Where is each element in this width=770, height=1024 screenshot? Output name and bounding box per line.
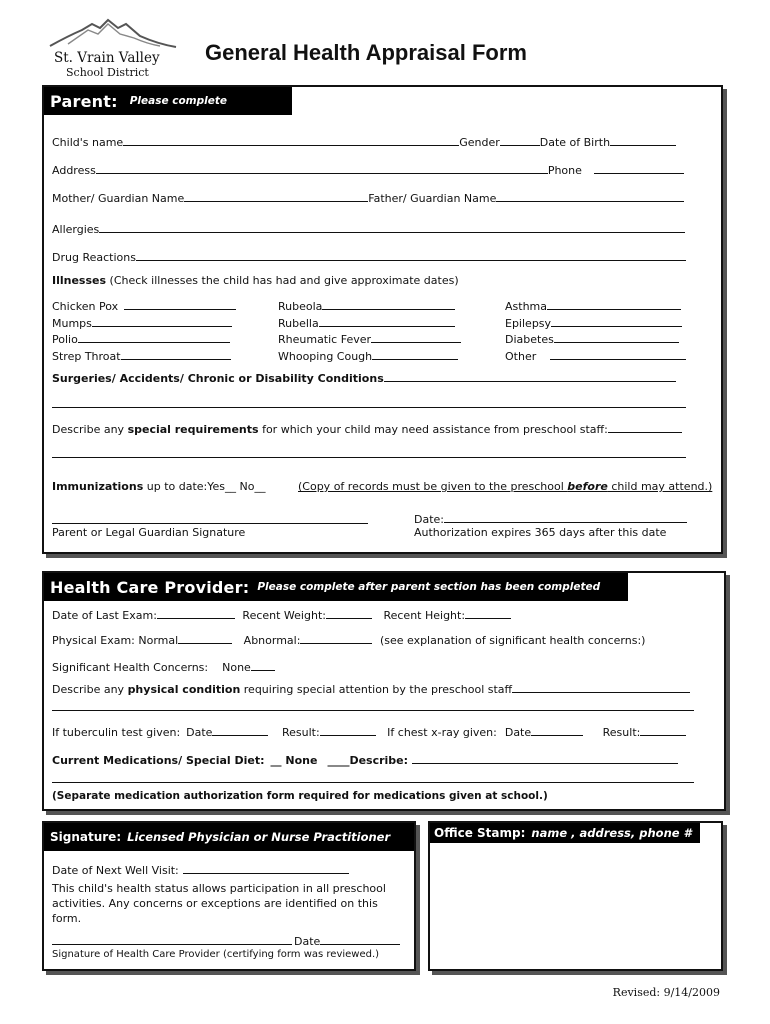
physical-condition-line-2[interactable]	[52, 710, 694, 711]
provider-date-field[interactable]	[320, 933, 400, 945]
rubeola-field[interactable]	[322, 298, 455, 310]
normal-field[interactable]	[178, 632, 232, 644]
last-exam-field[interactable]	[157, 607, 235, 619]
illness-column-2: Rubeola Rubella Rheumatic Fever Whooping Cough	[278, 298, 461, 364]
abnormal-field[interactable]	[300, 632, 372, 644]
logo-subname: School District	[66, 66, 149, 79]
exam-row: Date of Last Exam: Recent Weight: Recent Height:	[52, 607, 511, 623]
parent-signature-label: Parent or Legal Guardian Signature	[52, 526, 246, 539]
mother-name-field[interactable]	[184, 190, 368, 202]
immunizations-row: Immunizations up to date:Yes__ No__	[52, 480, 266, 493]
child-name-field[interactable]	[123, 134, 459, 146]
provider-signature-field[interactable]	[52, 933, 292, 945]
district-logo	[48, 14, 178, 80]
epilepsy-field[interactable]	[551, 315, 682, 327]
next-visit-field[interactable]	[183, 862, 349, 874]
xray-result-field[interactable]	[640, 724, 686, 736]
stamp-tab-title: Office Stamp:	[434, 826, 526, 840]
whooping-cough-field[interactable]	[372, 348, 458, 360]
illness-column-1: Chicken Pox Mumps Polio Strep Throat	[52, 298, 236, 364]
revised-date: Revised: 9/14/2009	[612, 986, 720, 999]
medications-row: Current Medications/ Special Diet: __ None ____Describe:	[52, 752, 678, 768]
signature-section-tab	[44, 823, 414, 851]
provider-sig-row: Date	[52, 933, 400, 949]
allergies-field[interactable]	[99, 221, 685, 233]
strep-throat-field[interactable]	[121, 348, 231, 360]
health-status-text: This child's health status allows participation in all preschool activities. Any concerns or exceptions are identified on this form.	[52, 882, 386, 925]
rheumatic-fever-field[interactable]	[371, 331, 461, 343]
page-title: General Health Appraisal Form	[205, 40, 527, 65]
provider-tab-sub: Please complete after parent section has been completed	[257, 581, 601, 593]
chicken-pox-field[interactable]	[124, 298, 236, 310]
physical-condition-field[interactable]	[512, 681, 690, 693]
none-concerns-field[interactable]	[251, 659, 275, 671]
office-stamp-area[interactable]	[432, 845, 720, 967]
parent-tab-sub: Please complete	[129, 95, 227, 107]
physical-exam-row: Physical Exam: Normal Abnormal: (see explanation of significant health concerns:)	[52, 634, 646, 647]
mountain-logo-icon	[48, 14, 178, 54]
significant-concerns-row: Significant Health Concerns: None	[52, 659, 275, 675]
phone-field[interactable]	[594, 162, 684, 174]
parent-signature-line[interactable]	[52, 523, 368, 524]
special-requirements-field[interactable]	[608, 421, 682, 433]
medications-field[interactable]	[412, 752, 678, 764]
address-row: Address Phone	[52, 162, 684, 178]
drug-reactions-field[interactable]	[136, 249, 686, 261]
tb-date-field[interactable]	[212, 724, 268, 736]
address-field[interactable]	[96, 162, 548, 174]
father-name-field[interactable]	[496, 190, 684, 202]
medications-line-2[interactable]	[52, 782, 694, 783]
special-requirements-row: Describe any special requirements for which your child may need assistance from preschool staff:	[52, 421, 682, 437]
illnesses-heading: Illnesses (Check illnesses the child has had and give approximate dates)	[52, 274, 459, 287]
dob-field[interactable]	[610, 134, 676, 146]
surgeries-line-2[interactable]	[52, 407, 686, 408]
records-note: (Copy of records must be given to the preschool before child may attend.)	[298, 480, 713, 493]
guardian-row: Mother/ Guardian Name Father/ Guardian Name	[52, 190, 684, 206]
parent-date-field[interactable]	[444, 511, 687, 523]
stamp-tab-sub: name , address, phone #	[531, 826, 692, 840]
polio-field[interactable]	[78, 331, 230, 343]
signature-tab-sub: Licensed Physician or Nurse Practitioner	[127, 830, 391, 844]
physical-condition-row: Describe any physical condition requiring special attention by the preschool staff	[52, 681, 690, 697]
other-illness-field[interactable]	[550, 348, 686, 360]
rubella-field[interactable]	[319, 315, 455, 327]
allergies-row: Allergies	[52, 221, 685, 237]
tb-result-field[interactable]	[320, 724, 376, 736]
surgeries-row: Surgeries/ Accidents/ Chronic or Disability Conditions	[52, 370, 676, 386]
illness-column-3: Asthma Epilepsy Diabetes Other	[505, 298, 686, 364]
child-name-row: Child's name Gender Date of Birth	[52, 134, 676, 150]
xray-date-field[interactable]	[531, 724, 583, 736]
signature-tab-title: Signature:	[50, 830, 122, 844]
drug-reactions-row: Drug Reactions	[52, 249, 686, 265]
next-visit-row: Date of Next Well Visit:	[52, 862, 349, 878]
mumps-field[interactable]	[92, 315, 232, 327]
provider-sig-label: Signature of Health Care Provider (certifying form was reviewed.)	[52, 949, 380, 960]
height-field[interactable]	[465, 607, 511, 619]
parent-section-tab	[44, 87, 292, 115]
special-requirements-line-2[interactable]	[52, 457, 686, 458]
logo-name: St. Vrain Valley	[54, 50, 160, 66]
surgeries-field[interactable]	[384, 370, 676, 382]
parent-tab-title: Parent:	[50, 91, 118, 111]
medication-note: (Separate medication authorization form required for medications given at school.)	[52, 790, 548, 802]
auth-expires: Authorization expires 365 days after this date	[414, 526, 667, 539]
tb-xray-row: If tuberculin test given: Date Result: If chest x-ray given: Date Result:	[52, 724, 686, 740]
parent-date-row: Date:	[414, 511, 687, 527]
asthma-field[interactable]	[547, 298, 681, 310]
weight-field[interactable]	[326, 607, 372, 619]
gender-field[interactable]	[500, 134, 540, 146]
provider-section-tab	[44, 573, 628, 601]
office-stamp-tab	[430, 823, 700, 843]
diabetes-field[interactable]	[554, 331, 679, 343]
provider-tab-title: Health Care Provider:	[50, 577, 250, 597]
